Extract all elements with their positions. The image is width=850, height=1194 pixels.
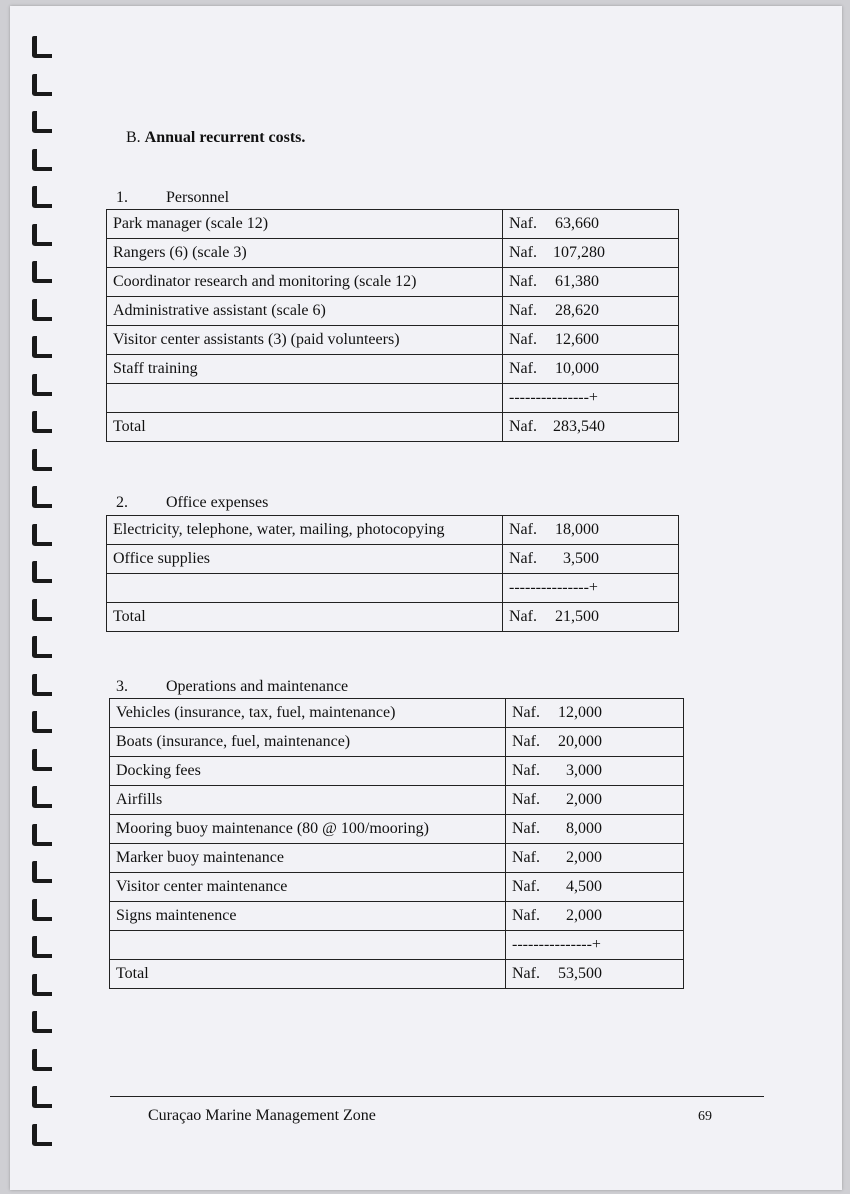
table-row [107, 239, 679, 268]
item-label: Total [107, 413, 503, 442]
binding-ring [32, 411, 52, 433]
amount-value: 18,000 [555, 521, 599, 538]
currency: Naf. [512, 849, 540, 866]
currency: Naf. [509, 608, 537, 625]
item-label: Total [107, 603, 503, 632]
section-office-title [116, 494, 268, 512]
spiral-binding [32, 36, 62, 1186]
item-amount [506, 786, 684, 815]
binding-ring [32, 711, 52, 733]
item-label: Boats (insurance, fuel, maintenance) [110, 728, 506, 757]
binding-ring [32, 561, 52, 583]
page-number: 69 [698, 1109, 712, 1124]
currency: Naf. [509, 331, 537, 348]
binding-ring [32, 674, 52, 696]
item-label: Visitor center maintenance [110, 873, 506, 902]
table-row [110, 902, 684, 931]
total-row [110, 960, 684, 989]
item-amount [506, 699, 684, 728]
item-amount [503, 384, 679, 413]
item-label: Vehicles (insurance, tax, fuel, maintenance) [110, 699, 506, 728]
item-amount [506, 815, 684, 844]
office-expenses-table [106, 515, 679, 632]
document-page [10, 6, 842, 1190]
binding-ring [32, 186, 52, 208]
binding-ring [32, 449, 52, 471]
table-row [107, 268, 679, 297]
currency: Naf. [509, 550, 537, 567]
item-label: Visitor center assistants (3) (paid volunteers) [107, 326, 503, 355]
currency: Naf. [509, 244, 537, 261]
item-label: Administrative assistant (scale 6) [107, 297, 503, 326]
amount-value: 283,540 [553, 418, 605, 435]
binding-ring [32, 936, 52, 958]
item-amount [503, 297, 679, 326]
item-label: Signs maintenence [110, 902, 506, 931]
currency: Naf. [509, 521, 537, 538]
binding-ring [32, 861, 52, 883]
item-amount [503, 210, 679, 239]
item-amount [506, 902, 684, 931]
amount-value: 61,380 [555, 273, 599, 290]
item-amount [503, 413, 679, 442]
item-amount [503, 239, 679, 268]
currency: Naf. [512, 907, 540, 924]
operations-table [109, 698, 684, 989]
binding-ring [32, 1124, 52, 1146]
amount-value: 28,620 [555, 302, 599, 319]
item-label [107, 574, 503, 603]
binding-ring [32, 749, 52, 771]
sum-separator: ---------------+ [509, 389, 598, 406]
item-amount [503, 603, 679, 632]
amount-value: 3,000 [566, 762, 602, 779]
item-amount [503, 268, 679, 297]
binding-ring [32, 36, 52, 58]
sum-separator: ---------------+ [509, 579, 598, 596]
sum-separator: ---------------+ [512, 936, 601, 953]
footer-title: Curaçao Marine Management Zone [148, 1107, 376, 1124]
binding-ring [32, 224, 52, 246]
amount-value: 63,660 [555, 215, 599, 232]
heading-title: Annual recurrent costs. [144, 129, 306, 146]
currency: Naf. [512, 791, 540, 808]
table-row [110, 873, 684, 902]
item-label [110, 931, 506, 960]
amount-value: 21,500 [555, 608, 599, 625]
table-row [110, 844, 684, 873]
item-amount [506, 873, 684, 902]
currency: Naf. [509, 215, 537, 232]
binding-ring [32, 824, 52, 846]
currency: Naf. [509, 418, 537, 435]
table-row [110, 699, 684, 728]
binding-ring [32, 374, 52, 396]
total-row [107, 413, 679, 442]
binding-ring [32, 599, 52, 621]
section-name: Office expenses [166, 494, 269, 511]
binding-ring [32, 524, 52, 546]
table-row [107, 210, 679, 239]
item-label: Airfills [110, 786, 506, 815]
table-row [110, 786, 684, 815]
binding-ring [32, 1086, 52, 1108]
amount-value: 20,000 [558, 733, 602, 750]
heading-letter: B. [126, 129, 141, 146]
currency: Naf. [509, 302, 537, 319]
table-row [110, 728, 684, 757]
binding-ring [32, 336, 52, 358]
section-personnel-title [116, 189, 229, 207]
item-amount [503, 355, 679, 384]
amount-value: 2,000 [566, 907, 602, 924]
amount-value: 12,000 [558, 704, 602, 721]
currency: Naf. [512, 820, 540, 837]
item-label [107, 384, 503, 413]
binding-ring [32, 111, 52, 133]
item-label: Total [110, 960, 506, 989]
table-row [110, 815, 684, 844]
binding-ring [32, 636, 52, 658]
item-label: Office supplies [107, 545, 503, 574]
section-number: 2. [116, 494, 128, 511]
binding-ring [32, 1049, 52, 1071]
amount-value: 107,280 [553, 244, 605, 261]
section-operations-title [116, 678, 348, 696]
binding-ring [32, 486, 52, 508]
currency: Naf. [512, 965, 540, 982]
currency: Naf. [512, 762, 540, 779]
table-row [107, 355, 679, 384]
item-label: Electricity, telephone, water, mailing, photocopying [107, 516, 503, 545]
separator-row [110, 931, 684, 960]
table-row [107, 297, 679, 326]
amount-value: 4,500 [566, 878, 602, 895]
separator-row [107, 574, 679, 603]
total-row [107, 603, 679, 632]
item-amount [506, 931, 684, 960]
amount-value: 53,500 [558, 965, 602, 982]
section-name: Personnel [166, 189, 230, 206]
item-label: Mooring buoy maintenance (80 @ 100/mooring) [110, 815, 506, 844]
personnel-table [106, 209, 679, 442]
section-number: 3. [116, 678, 128, 695]
item-label: Park manager (scale 12) [107, 210, 503, 239]
item-amount [506, 728, 684, 757]
binding-ring [32, 1011, 52, 1033]
item-amount [503, 326, 679, 355]
table-row [107, 326, 679, 355]
section-number: 1. [116, 189, 128, 206]
item-label: Staff training [107, 355, 503, 384]
currency: Naf. [512, 704, 540, 721]
item-amount [503, 574, 679, 603]
binding-ring [32, 899, 52, 921]
item-amount [506, 757, 684, 786]
binding-ring [32, 74, 52, 96]
currency: Naf. [509, 360, 537, 377]
item-label: Coordinator research and monitoring (scale 12) [107, 268, 503, 297]
binding-ring [32, 261, 52, 283]
table-row [107, 545, 679, 574]
section-heading [126, 129, 305, 147]
amount-value: 2,000 [566, 849, 602, 866]
section-name: Operations and maintenance [166, 678, 349, 695]
table-row [110, 757, 684, 786]
item-amount [503, 545, 679, 574]
amount-value: 2,000 [566, 791, 602, 808]
binding-ring [32, 786, 52, 808]
item-amount [503, 516, 679, 545]
currency: Naf. [512, 733, 540, 750]
binding-ring [32, 149, 52, 171]
footer-rule [110, 1096, 764, 1097]
item-amount [506, 844, 684, 873]
item-label: Rangers (6) (scale 3) [107, 239, 503, 268]
amount-value: 3,500 [563, 550, 599, 567]
currency: Naf. [512, 878, 540, 895]
separator-row [107, 384, 679, 413]
item-amount [506, 960, 684, 989]
binding-ring [32, 299, 52, 321]
item-label: Marker buoy maintenance [110, 844, 506, 873]
amount-value: 12,600 [555, 331, 599, 348]
currency: Naf. [509, 273, 537, 290]
amount-value: 8,000 [566, 820, 602, 837]
table-row [107, 516, 679, 545]
item-label: Docking fees [110, 757, 506, 786]
amount-value: 10,000 [555, 360, 599, 377]
binding-ring [32, 974, 52, 996]
